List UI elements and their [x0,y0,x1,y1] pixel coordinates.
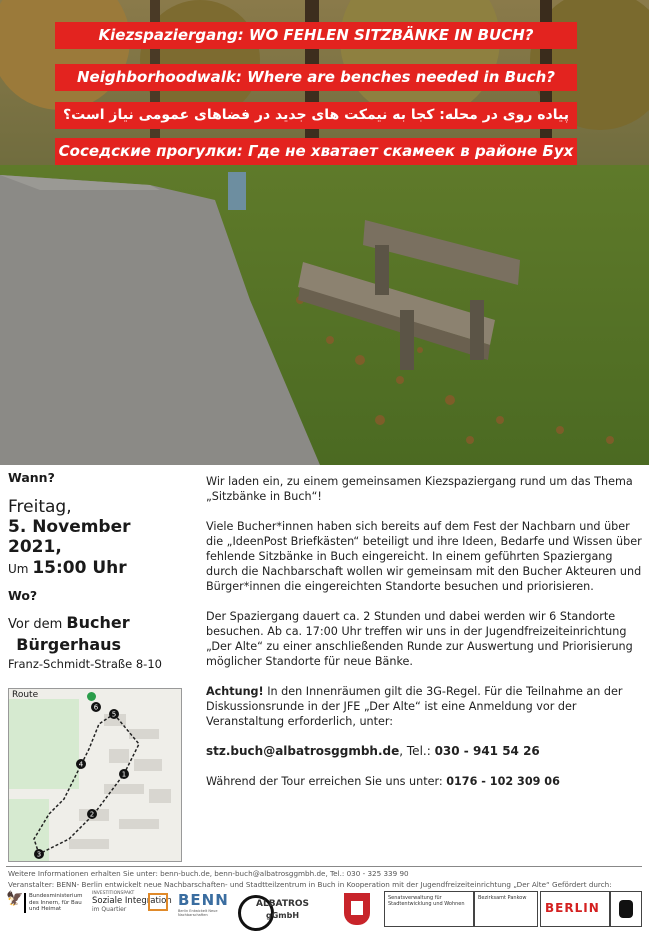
when-label: Wann? [8,470,55,485]
title-banner-persian: پیاده روی در محله: کجا به نیمکت های جدید در فضاهای عمومی نیاز است؟ [55,102,577,129]
registration-contact [206,744,642,759]
bmi-logo: 🦅 Bundesministerium des Innern, für Bau und Heimat [6,891,86,931]
route-stop-2-label: 2 [89,810,95,819]
place-street: Franz-Schmidt-Straße 8-10 [8,657,162,671]
event-day: Freitag, [8,497,72,517]
footer-divider [6,866,642,867]
berlin-logo: BERLIN [540,891,610,927]
footer-info: Weitere Informationen erhalten Sie unter: benn-buch.de, benn-buch@albatrosggmbh.de, Tel.: 030 - 325 339 90 [8,869,409,878]
place-name-1: Bucher [66,613,130,632]
route-stop-6-label: 6 [93,703,99,712]
event-time [8,557,193,580]
time-value: 15:00 Uhr [32,558,127,578]
event-place [8,613,193,657]
district-logo: Bezirksamt Pankow [474,891,538,927]
federal-eagle-icon: 🦅 [6,891,24,907]
title-banner-english: Neighborhoodwalk: Where are benches needed in Buch? [55,64,577,91]
map-title: Route [12,690,39,700]
event-year: 2021, [8,537,62,557]
background-paragraph: Viele Bucher*innen haben sich bereits auf dem Fest der Nachbarn und über die „IdeenPost Briefkästen“ beteiligt und ihre Ideen, Bedarfe und Wissen über fehlende Sitzbänke in Buch eingereicht. In einem geführten Spaziergang durch die Nachbarschaft wollen wir gemeinsam mit den Bucher Akteuren und Bürger*innen die eingereichten Standorte besuchen und priorisieren. [206,520,642,593]
event-description [206,474,642,789]
tour-contact [206,774,642,789]
tour-contact-text: Während der Tour erreichen Sie uns unter: [206,775,447,788]
where-label: Wo? [8,588,38,603]
soziale-integration-logo: INVESTITIONSPAKT Soziale Integration im Quartier [92,891,172,913]
albatros-logo: ALBATROS gGmbH [238,891,324,931]
route-stop-5-label: 5 [111,710,117,719]
event-details [8,470,193,671]
senate-logo: Senatsverwaltung für Stadtentwicklung und Wohnen [384,891,474,927]
contact-tel-label: , Tel.: [399,744,435,758]
route-stop-3-label: 3 [36,850,42,859]
route-map [8,688,182,862]
time-prefix: Um [8,562,29,576]
route-map-drawing [9,689,181,861]
place-prefix: Vor dem [8,617,63,632]
start-marker-icon [87,692,96,701]
pankow-crest-icon [340,891,376,931]
event-date: 5. November [8,517,131,537]
contact-tel[interactable]: 030 - 941 54 26 [434,744,540,758]
house-icon [148,893,168,911]
title-banner-russian: Соседские прогулки: Где не хватает скамеек в районе Бух [55,138,577,165]
benn-logo: BENN Berlin Entwickelt Neue Nachbarschaften [178,891,229,917]
place-name-2: Bürgerhaus [16,635,122,654]
intro-paragraph: Wir laden ein, zu einem gemeinsamen Kiezspaziergang rund um das Thema „Sitzbänke in Buch“! [206,475,633,503]
notice-label: Achtung! [206,685,264,698]
schedule-paragraph: Der Spaziergang dauert ca. 2 Stunden und dabei werden wir 6 Standorte besuchen. Ab ca. 17:00 Uhr treffen wir uns in der Jugendfreizeiteinrichtung „Der Alte“ zu einer anschließenden Runde zur Auswertung und Priorisierung möglicher Standorte für neue Bänke. [206,610,633,668]
notice-paragraph [206,684,642,729]
tour-contact-phone[interactable]: 0176 - 102 309 06 [446,775,560,788]
title-banner-german: Kiezspaziergang: WO FEHLEN SITZBÄNKE IN BUCH? [55,22,577,49]
contact-email[interactable]: stz.buch@albatrosggmbh.de [206,744,400,758]
notice-text: In den Innenräumen gilt die 3G-Regel. Für die Teilnahme an der Diskussionsrunde in der JFE „Der Alte“ ist eine Anmeldung vor der Veranstaltung erforderlich, unter: [206,685,623,728]
sponsor-logos [6,891,642,931]
route-stop-4-label: 4 [78,760,84,769]
footer-organizer: Veranstalter: BENN- Berlin entwickelt neue Nachbarschaften- und Stadtteilzentrum in Buch in Kooperation mit der Jugendfreizeiteinrichtung „Der Alte“ Gefördert durch: [8,880,612,889]
berlin-bear-icon [610,891,642,927]
route-stop-1-label: 1 [121,770,127,779]
